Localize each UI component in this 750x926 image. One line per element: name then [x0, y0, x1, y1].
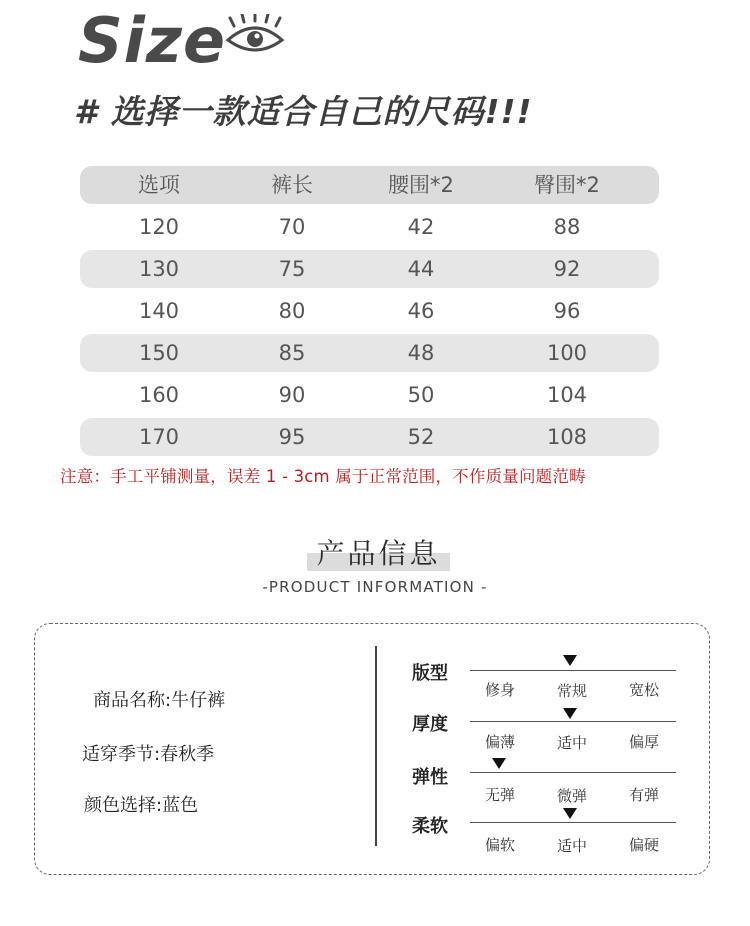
- table-cell: 85: [278, 341, 306, 365]
- table-row: [80, 334, 659, 372]
- table-cell: 80: [278, 299, 306, 323]
- table-cell: 160: [138, 383, 180, 407]
- vertical-divider: [375, 646, 377, 846]
- attribute-color: 颜色选择:蓝色: [84, 795, 199, 816]
- table-cell: 52: [407, 425, 435, 449]
- column-header: 臀围*2: [534, 173, 600, 197]
- page-subtitle: # 选择一款适合自己的尺码!!!: [74, 92, 533, 131]
- scale-option: 有弹: [628, 786, 660, 804]
- table-row: [80, 418, 659, 456]
- table-cell: 44: [407, 257, 435, 281]
- table-cell: 88: [553, 215, 581, 239]
- column-header: 裤长: [271, 173, 313, 197]
- table-cell: 100: [546, 341, 588, 365]
- scale-line: [470, 670, 676, 671]
- column-header: 腰围*2: [388, 173, 454, 197]
- table-cell: 108: [546, 425, 588, 449]
- table-cell: 150: [138, 341, 180, 365]
- column-header: 选项: [138, 173, 180, 197]
- eye-icon: [224, 14, 286, 60]
- scale-label-elasticity: 弹性: [412, 767, 448, 788]
- scale-line: [470, 772, 676, 773]
- table-cell: 95: [278, 425, 306, 449]
- table-cell: 70: [278, 215, 306, 239]
- measurement-note: 注意：手工平铺测量，误差 1 - 3cm 属于正常范围，不作质量问题范畴: [60, 467, 586, 486]
- scale-option: 无弹: [484, 786, 516, 804]
- product-info-title: 产品信息: [316, 537, 441, 570]
- table-cell: 170: [138, 425, 180, 449]
- scale-option: 偏软: [484, 836, 516, 854]
- table-cell: 48: [407, 341, 435, 365]
- attribute-product-name: 商品名称:牛仔裤: [93, 690, 226, 711]
- scale-option: 适中: [556, 837, 588, 855]
- table-cell: 92: [553, 257, 581, 281]
- product-info-subtitle: -PRODUCT INFORMATION -: [262, 578, 488, 596]
- scale-option: 修身: [484, 681, 516, 699]
- scale-label-softness: 柔软: [412, 816, 448, 837]
- table-cell: 96: [553, 299, 581, 323]
- scale-label-thickness: 厚度: [412, 714, 448, 735]
- size-title: Size: [78, 4, 227, 77]
- scale-marker-fit: [563, 655, 577, 666]
- scale-option: 偏厚: [628, 733, 660, 751]
- table-row: [80, 292, 659, 330]
- scale-option: 偏薄: [484, 733, 516, 751]
- attribute-season: 适穿季节:春秋季: [82, 744, 215, 765]
- table-cell: 104: [546, 383, 588, 407]
- scale-label-fit: 版型: [412, 663, 448, 684]
- scale-option: 宽松: [628, 681, 660, 699]
- scale-marker-thickness: [563, 708, 577, 719]
- scale-marker-softness: [563, 808, 577, 819]
- size-table: [80, 166, 659, 460]
- scale-option: 偏硬: [628, 836, 660, 854]
- table-row: [80, 376, 659, 414]
- table-cell: 130: [138, 257, 180, 281]
- table-cell: 120: [138, 215, 180, 239]
- scale-marker-elasticity: [492, 758, 506, 769]
- table-cell: 46: [407, 299, 435, 323]
- table-header-row: [80, 166, 659, 204]
- scale-line: [470, 822, 676, 823]
- scale-option: 微弹: [556, 787, 588, 805]
- table-cell: 75: [278, 257, 306, 281]
- scale-option: 常规: [556, 682, 588, 700]
- scale-line: [470, 721, 676, 722]
- scale-option: 适中: [556, 734, 588, 752]
- table-row: [80, 208, 659, 246]
- table-cell: 140: [138, 299, 180, 323]
- table-cell: 42: [407, 215, 435, 239]
- table-row: [80, 250, 659, 288]
- table-cell: 90: [278, 383, 306, 407]
- table-cell: 50: [407, 383, 435, 407]
